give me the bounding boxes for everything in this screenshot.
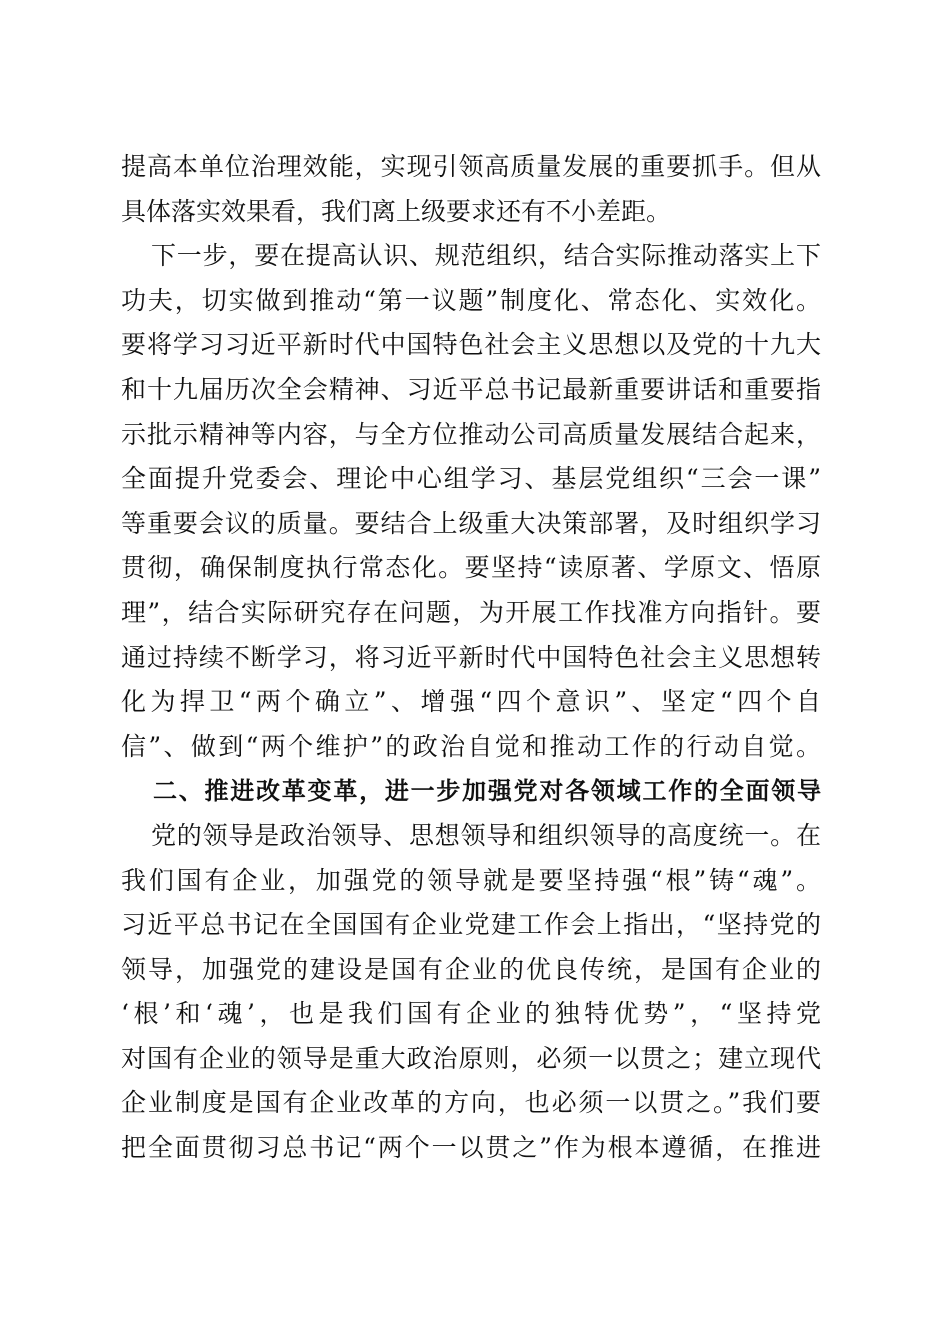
para2-line: 信”、做到“两个维护”的政治自觉和推动工作的行动自觉。: [121, 731, 821, 761]
para3-line: 对国有企业的领导是重大政治原则，必须一以贯之；建立现代: [121, 1043, 821, 1073]
para3-line: 习近平总书记在全国国有企业党建工作会上指出，“坚持党的: [121, 910, 821, 940]
para2-line: 全面提升党委会、理论中心组学习、基层党组织“三会一课”: [121, 464, 821, 494]
para2-line: 下一步，要在提高认识、规范组织，结合实际推动落实上下: [151, 241, 821, 271]
para3-line: 我们国有企业，加强党的领导就是要坚持强“根”铸“魂”。: [121, 865, 821, 895]
para2-line: 等重要会议的质量。要结合上级重大决策部署，及时组织学习: [121, 508, 821, 538]
para3-line: 党的领导是政治领导、思想领导和组织领导的高度统一。在: [151, 820, 821, 850]
section-heading: 二、推进改革变革，进一步加强党对各领域工作的全面领导: [153, 777, 821, 806]
para1-line: 具体落实效果看，我们离上级要求还有不小差距。: [121, 196, 672, 226]
para2-line: 化为捍卫“两个确立”、增强“四个意识”、坚定“四个自: [121, 687, 821, 717]
para2-line: 理”，结合实际研究存在问题，为开展工作找准方向指针。要: [121, 597, 821, 627]
para2-line: 示批示精神等内容，与全方位推动公司高质量发展结合起来，: [121, 419, 821, 449]
para3-line: 领导，加强党的建设是国有企业的优良传统，是国有企业的: [121, 954, 821, 984]
para2-line: 贯彻，确保制度执行常态化。要坚持“读原著、学原文、悟原: [121, 553, 821, 583]
para3-line: ‘根’和‘魂’，也是我们国有企业的独特优势”，“坚持党: [121, 999, 821, 1029]
para2-line: 功夫，切实做到推动“第一议题”制度化、常态化、实效化。: [121, 285, 821, 315]
para1-line: 提高本单位治理效能，实现引领高质量发展的重要抓手。但从: [121, 152, 821, 181]
para3-line: 把全面贯彻习总书记“两个一以贯之”作为根本遵循，在推进: [121, 1133, 821, 1163]
document-body: [121, 145, 821, 1171]
para2-line: 通过持续不断学习，将习近平新时代中国特色社会主义思想转: [121, 642, 821, 672]
para2-line: 和十九届历次全会精神、习近平总书记最新重要讲话和重要指: [121, 374, 821, 404]
para3-line: 企业制度是国有企业改革的方向，也必须一以贯之。”我们要: [121, 1088, 821, 1118]
para2-line: 要将学习习近平新时代中国特色社会主义思想以及党的十九大: [121, 330, 821, 360]
